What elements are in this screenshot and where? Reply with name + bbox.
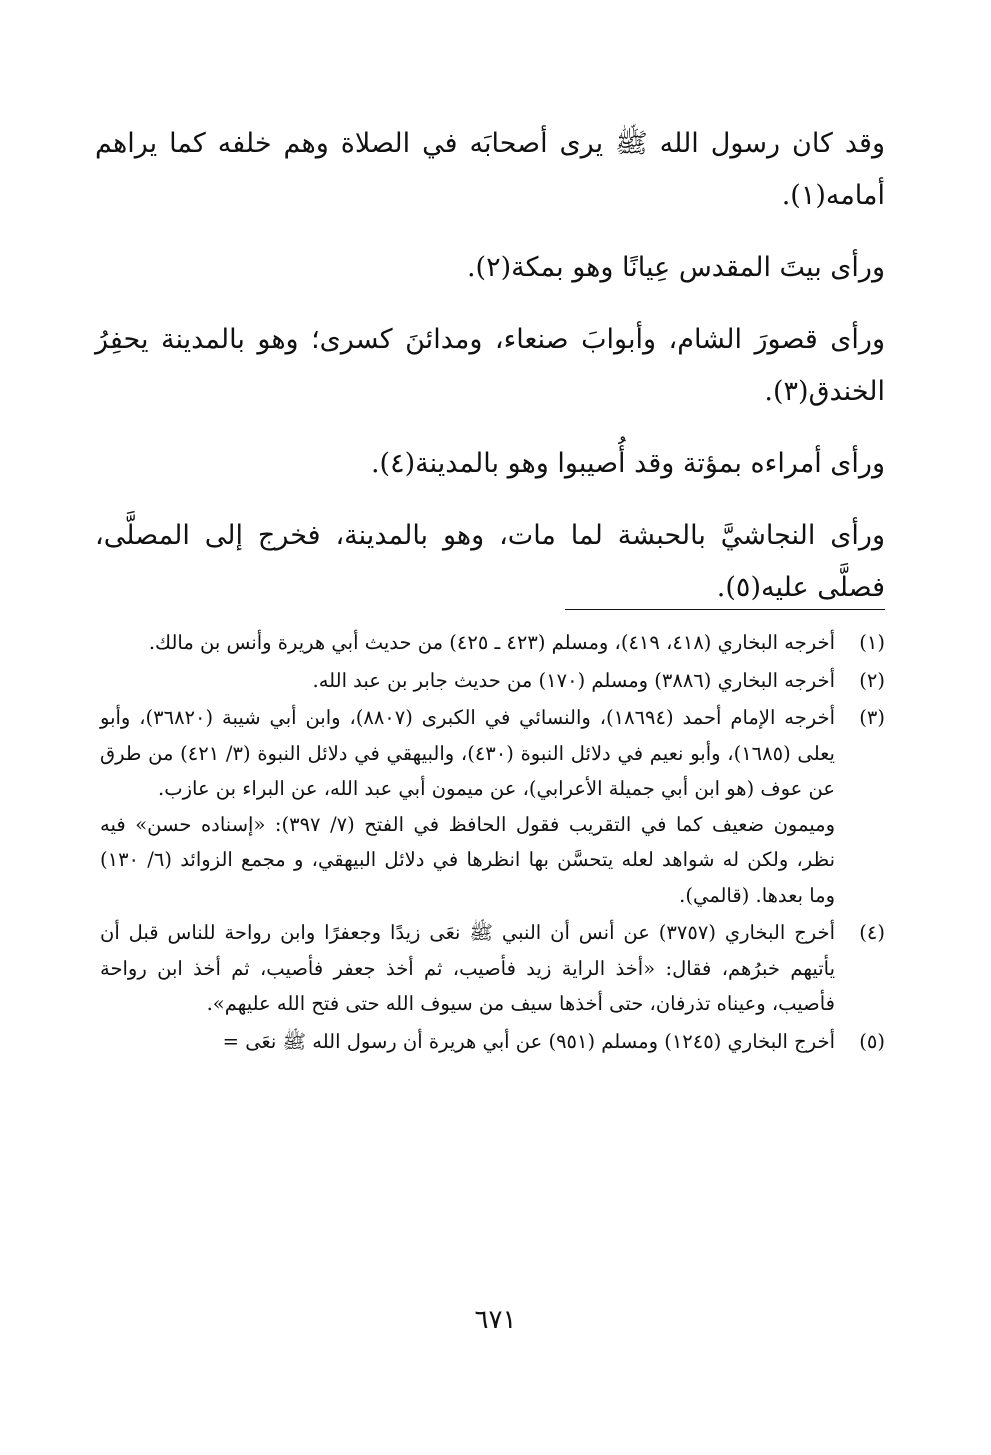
footnote-body (100, 663, 835, 699)
footnotes (100, 625, 885, 1061)
paragraph-5: ورأى النجاشيَّ بالحبشة لما مات، وهو بالمدينة، فخرج إلى المصلَّى، فصلَّى عليه(٥). (95, 520, 885, 603)
footnote-body (100, 1024, 835, 1060)
footnote-text: أخرجه البخاري (٤١٨، ٤١٩)، ومسلم (٤٢٣ ـ ٤٢٥) من حديث أبي هريرة وأنس بن مالك. (148, 631, 835, 654)
footnote-number: (٣) (859, 706, 885, 729)
footnote-text: أخرج البخاري (٣٧٥٧) عن أنس أن النبي ﷺ نعَى زيدًا وجعفرًا وابن رواحة للناس قبل أن يأتيهم خبرُهم، فقال: «أخذ الراية زيد فأصيب، ثم أخذ جعفر فأصيب، ثم أخذ ابن رواحة فأصيب، وعيناه تذرفان، حتى أخذها سيف من سيوف الله حتى فتح الله عليهم». (100, 921, 836, 1015)
footnote-number: (١) (859, 631, 885, 654)
main-text (95, 118, 885, 634)
footnote-body (100, 700, 835, 913)
footnote-4 (100, 915, 885, 1022)
footnote-text: أخرجه الإمام أحمد (١٨٦٩٤)، والنسائي في الكبرى (٨٨٠٧)، وابن أبي شيبة (٣٦٨٢٠)، وأبو يعلى (١٦٨٥)، وأبو نعيم في دلائل النبوة (٤٣٠)، والبيهقي في دلائل النبوة (٣/ ٤٢١) من طرق عن عوف (هو ابن أبي جميلة الأعرابي)، عن ميمون أبي عبد الله، عن البراء بن عازب. (100, 706, 835, 800)
paragraph-2: ورأى بيتَ المقدس عِيانًا وهو بمكة(٢). (466, 252, 885, 283)
paragraph-4: ورأى أمراءه بمؤتة وقد أُصيبوا وهو بالمدينة(٤). (370, 448, 885, 479)
footnote-body (100, 625, 835, 661)
footnote-5 (100, 1024, 885, 1060)
footnote-body (100, 915, 835, 1022)
paragraph-3: ورأى قصورَ الشام، وأبوابَ صنعاء، ومدائنَ كسرى؛ وهو بالمدينة يحفِرُ الخندق(٣). (95, 324, 885, 407)
paragraph-1: وقد كان رسول الله ﷺ يرى أصحابَه في الصلاة وهم خلفه كما يراهم أمامه(١). (95, 128, 885, 211)
page-number: ٦٧١ (474, 1305, 517, 1335)
footnote-text: أخرج البخاري (١٢٤٥) ومسلم (٩٥١) عن أبي هريرة أن رسول الله ﷺ نعَى = (222, 1029, 835, 1053)
footnote-number: (٢) (859, 668, 885, 692)
footnote-separator (565, 609, 885, 610)
footnote-2 (100, 663, 885, 699)
footnote-1 (100, 625, 885, 661)
footnote-text-continued: وميمون ضعيف كما في التقريب فقول الحافظ في الفتح (٧/ ٣٩٧): «إسناده حسن» فيه نظر، ولكن له شواهد لعله يتحسَّن بها انظرها في دلائل البيهقي، و مجمع الزوائد (٦/ ١٣٠) وما بعدها. (قالمي). (100, 812, 835, 907)
footnote-3 (100, 700, 885, 913)
footnote-text: أخرجه البخاري (٣٨٨٦) ومسلم (١٧٠) من حديث جابر بن عبد الله. (312, 668, 835, 692)
footnote-number: (٥) (859, 1029, 885, 1053)
footnote-number: (٤) (859, 921, 885, 944)
